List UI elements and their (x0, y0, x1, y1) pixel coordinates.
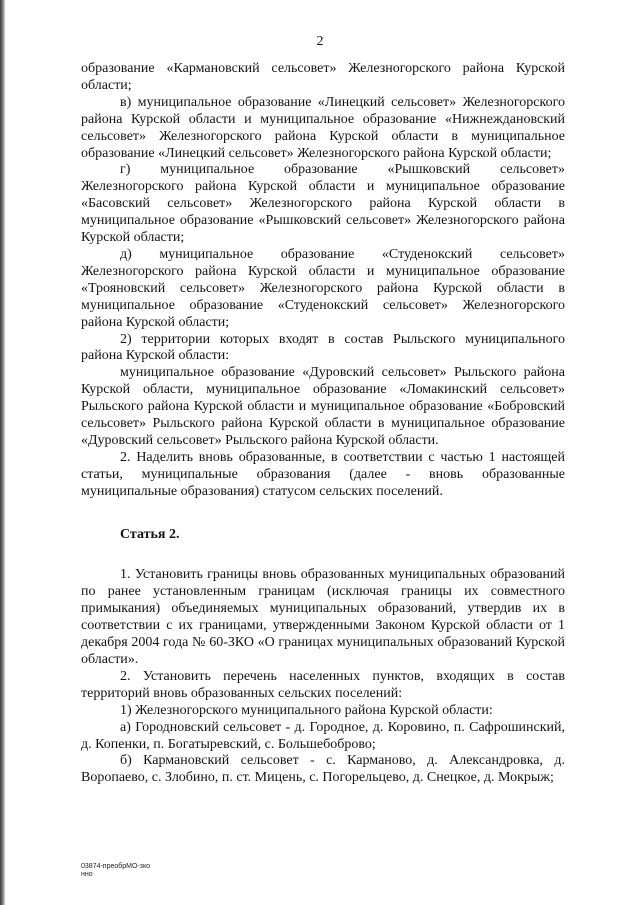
article-heading: Статья 2. (120, 526, 180, 542)
footer-line: 03874-преобрМО-зко (81, 863, 151, 870)
paragraph-item-d: д) муниципальное образование «Студенокский сельсовет» Железногорского района Курской области и муниципальное образование «Трояновский сельсовет» Железногорского района Курской области в муниципальное образование «Студенокский сельсовет» Железногорского района Курской области; (81, 246, 565, 330)
page-number: 2 (316, 34, 324, 49)
document-body (81, 61, 565, 787)
paragraph-gorodnovsky: а) Городновский сельсовет - д. Городное, д. Коровино, п. Сафрошинский, д. Копенки, п. Богатыревский, с. Большебоброво; (81, 719, 565, 752)
footer-line: нно (81, 871, 93, 878)
paragraph-rylsk-district: 2) территории которых входят в состав Рыльского муниципального района Курской области: (81, 331, 565, 364)
paragraph-settlements-list: 2. Установить перечень населенных пунктов, входящих в состав территорий вновь образованных сельских поселений: (81, 668, 565, 701)
paragraph-karmanovsky: б) Кармановский сельсовет - с. Карманово, д. Александровка, д. Воропаево, с. Злобино, п. ст. Мицень, с. Погорельцево, д. Снецкое, д. Мокрыж; (81, 753, 565, 786)
paragraph-item-g: г) муниципальное образование «Рышковский сельсовет» Железногорского района Курской области и муниципальное образование «Басовский сельсовет» Железногорского района Курской области в муниципальное образование «Рышковский сельсовет» Железногорского района Курской области; (81, 162, 565, 246)
paragraph-borders: 1. Установить границы вновь образованных муниципальных образований по ранее установленным границам (исключая границы их совместного примыкания) объединяемых муниципальных образований, утвердив их в соответствии с их границами, утвержденными Законом Курской области от 1 декабря 2004 года № 60-ЗКО «О границах муниципальных образований Курской области». (81, 567, 565, 667)
paragraph-zheleznogorsk-district: 1) Железногорского муниципального района Курской области: (120, 702, 493, 718)
document-footer-code (81, 863, 281, 879)
paragraph-continuation: образование «Кармановский сельсовет» Железногорского района Курской области; (81, 61, 565, 93)
paragraph-durovsky: муниципальное образование «Дуровский сельсовет» Рыльского района Курской области, муниципальное образование «Ломакинский сельсовет» Рыльского района Курской области и муниципальное образование «Бобровский сельсовет» Рыльского района Курской области в муниципальное образование «Дуровский сельсовет» Рыльского района Курской области. (81, 365, 565, 448)
paragraph-item-v: в) муниципальное образование «Линецкий сельсовет» Железногорского района Курской области и муниципальное образование «Нижнеждановский сельсовет» Железногорского района Курской области в муниципальное образование «Линецкий сельсовет» Железногорского района Курской области; (81, 94, 565, 161)
paragraph-status: 2. Наделить вновь образованные, в соответствии с частью 1 настоящей статьи, муниципальные образования (далее - вновь образованные муниципальные образования) статусом сельских поселений. (81, 449, 565, 499)
scan-edge-shadow (0, 0, 5, 905)
